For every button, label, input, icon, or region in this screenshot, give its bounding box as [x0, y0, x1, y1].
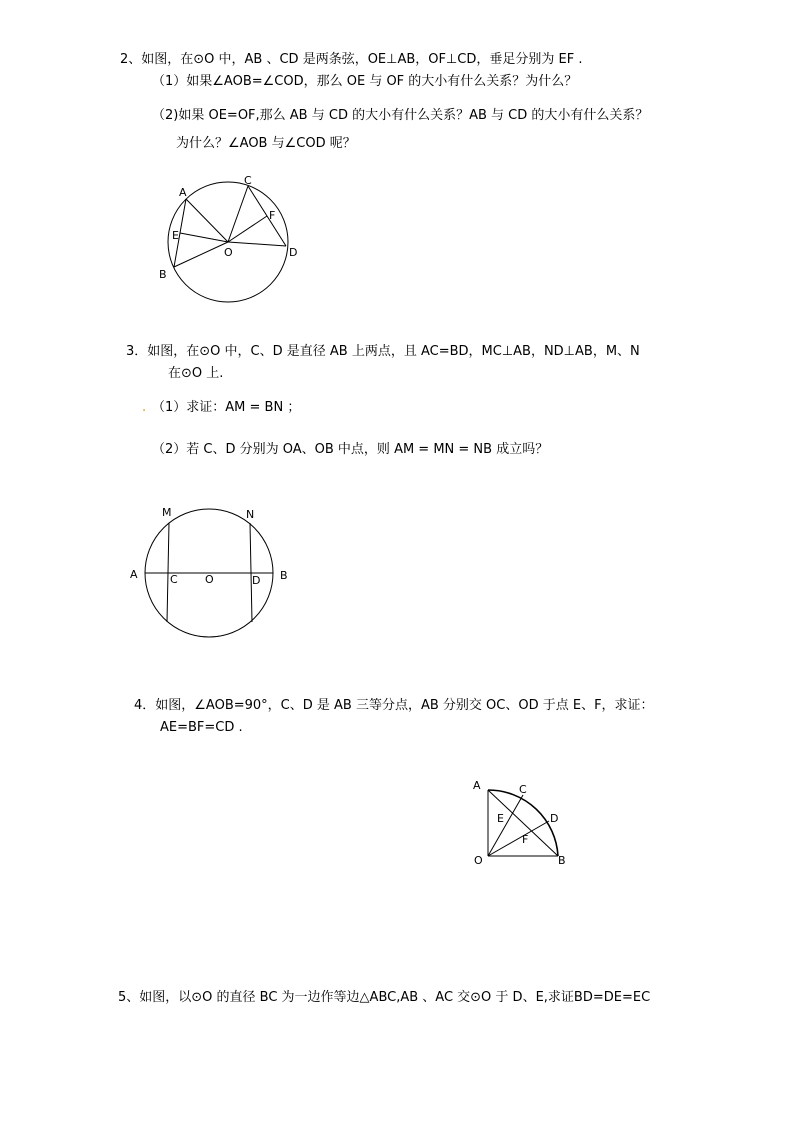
q4-line-1: 4．如图，∠AOB=90°，C、D 是 AB 三等分点，AB 分别交 OC、OD 于点 E、F，求证： [134, 698, 654, 713]
q2-line-1: 2、如图，在⊙O 中，AB 、CD 是两条弦，OE⊥AB，OF⊥CD，垂足分别为 EF . [120, 52, 583, 67]
label-b: B [159, 268, 167, 281]
q5-line-1: 5、如图，以⊙O 的直径 BC 为一边作等边△ABC,AB 、AC 交⊙O 于 D、E,求证BD=DE=EC [118, 990, 651, 1005]
label-o: O [474, 854, 483, 867]
label-d: D [252, 574, 261, 587]
radius-ob [174, 242, 228, 267]
q2-line-4: 为什么？∠AOB 与∠COD 呢？ [176, 136, 356, 151]
label-m: M [162, 506, 172, 519]
radius-od [228, 242, 286, 246]
label-e: E [497, 812, 504, 825]
q3-line-1: 3．如图，在⊙O 中，C、D 是直径 AB 上两点，且 AC=BD，MC⊥AB，ND⊥AB，M、N [126, 344, 640, 359]
label-a: A [473, 779, 481, 792]
segment-oc [488, 795, 523, 856]
label-b: B [558, 854, 566, 867]
q4-figure [468, 776, 578, 871]
label-b: B [280, 569, 288, 582]
label-c: C [519, 783, 527, 796]
q3-line-2: 在⊙O 上. [168, 366, 224, 381]
label-a: A [130, 568, 138, 581]
label-c: C [170, 573, 178, 586]
q2-line-3: （2)如果 OE=OF,那么 AB 与 CD 的大小有什么关系？AB 与 CD 的大小有什么关系？ [152, 108, 649, 123]
radius-oc [228, 186, 248, 242]
q4-line-2: AE=BF=CD . [160, 720, 243, 735]
q3-figure [125, 500, 295, 645]
label-e: E [172, 229, 179, 242]
segment-of [228, 216, 267, 242]
label-c: C [244, 174, 252, 187]
label-n: N [246, 508, 255, 521]
q3-line-3: （1）求证：AM = BN ； [152, 400, 301, 415]
q3-line-4: （2）若 C、D 分别为 OA、OB 中点，则 AM = MN = NB 成立吗？ [152, 442, 549, 457]
q3-bullet: . [142, 400, 147, 415]
label-f: F [269, 209, 276, 222]
label-o: O [205, 573, 214, 586]
q2-line-2: （1）如果∠AOB=∠COD，那么 OE 与 OF 的大小有什么关系？为什么？ [152, 74, 578, 89]
label-a: A [179, 186, 187, 199]
label-o: O [224, 246, 233, 259]
label-d: D [289, 246, 298, 259]
label-f: F [522, 833, 529, 846]
q2-figure [150, 170, 300, 310]
label-d: D [550, 812, 559, 825]
